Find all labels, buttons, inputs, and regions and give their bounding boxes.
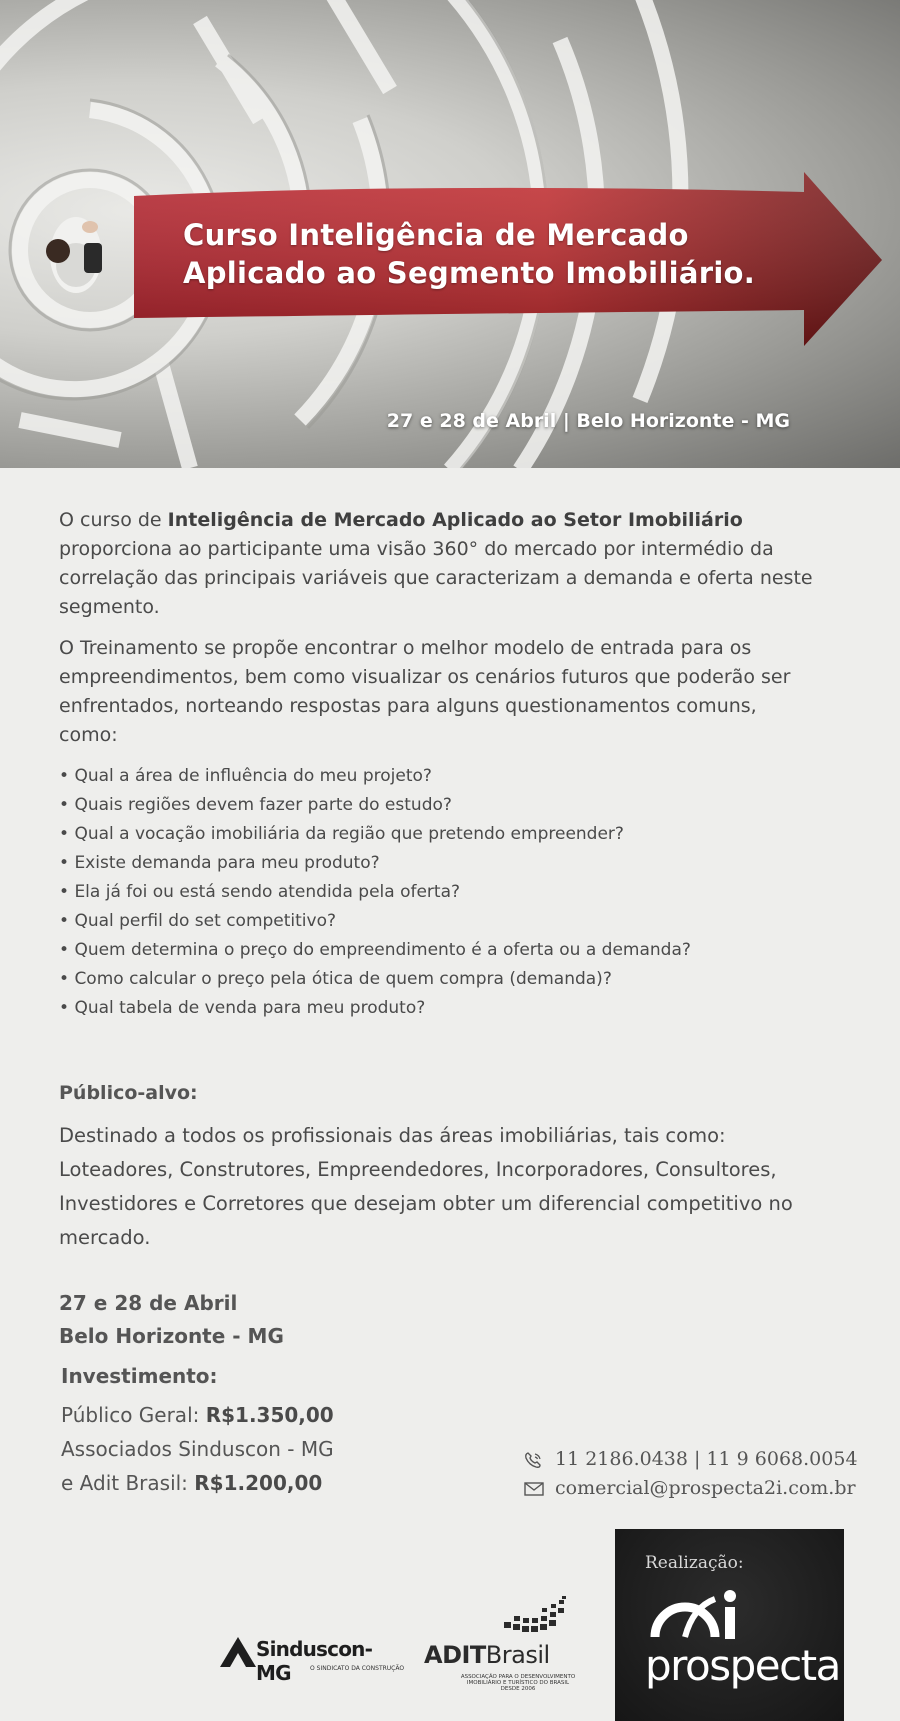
email-row: [523, 1474, 858, 1503]
realizacao-label: Realização:: [645, 1553, 744, 1573]
hero-banner: [0, 0, 900, 468]
businessman-topview-illustration: [30, 205, 114, 305]
event-dates: [59, 1287, 284, 1353]
adit-name: [424, 1641, 550, 1669]
envelope-icon: [523, 1480, 545, 1498]
publico-text: Destinado a todos os profissionais das áreas imobiliárias, tais como: Loteadores, Construtores, Empreendedores, Incorporadores, Consultores, Investidores e Corretores que desejam obter um diferencial competitivo no mercado.: [59, 1124, 793, 1249]
list-item: • Qual a área de influência do meu projeto?: [59, 762, 819, 791]
investimento-prices: [61, 1398, 334, 1500]
adit-tagline: ASSOCIAÇÃO PARA O DESENVOLVIMENTO IMOBILIÁRIO E TURÍSTICO DO BRASIL DESDE 2006: [460, 1674, 576, 1692]
prospecta-wordmark: prospecta: [645, 1641, 840, 1690]
adit-name-bold: ADIT: [424, 1641, 486, 1669]
price-associates-label: Associados Sinduscon - MG: [61, 1437, 334, 1461]
hero-date-location: 27 e 28 de Abril | Belo Horizonte - MG: [386, 410, 790, 432]
course-title-line1: Curso Inteligência de Mercado: [183, 218, 689, 252]
training-paragraph: O Treinamento se propõe encontrar o melhor modelo de entrada para os empreendimentos, bem como visualizar os cenários futuros que poderão ser enfrentados, norteando respostas para alguns questionamentos comuns, como:: [59, 637, 791, 746]
price-associates-value: R$1.200,00: [194, 1471, 323, 1495]
price-associates-label2: e Adit Brasil:: [61, 1471, 195, 1495]
contact-block: [523, 1445, 858, 1503]
main-content: [59, 506, 819, 1023]
price-associates-row: [61, 1466, 334, 1500]
list-item: • Qual perfil do set competitivo?: [59, 907, 819, 936]
intro-suffix: proporciona ao participante uma visão 360° do mercado por intermédio da correlação das principais variáveis que caracterizam a demanda e oferta neste segmento.: [59, 538, 813, 618]
list-item: • Qual tabela de venda para meu produto?: [59, 994, 819, 1023]
list-item: • Quais regiões devem fazer parte do estudo?: [59, 791, 819, 820]
course-title-line2: Aplicado ao Segmento Imobiliário.: [183, 256, 756, 290]
phone-icon: [523, 1451, 545, 1469]
price-general-label: Público Geral:: [61, 1403, 206, 1427]
adit-name-light: Brasil: [485, 1641, 550, 1669]
intro-course-name: Inteligência de Mercado Aplicado ao Setor Imobiliário: [167, 509, 743, 531]
list-item: • Existe demanda para meu produto?: [59, 849, 819, 878]
phone-row: [523, 1445, 858, 1474]
questions-list: [59, 762, 819, 1023]
list-item: • Como calcular o preço pela ótica de quem compra (demanda)?: [59, 965, 819, 994]
sinduscon-name: Sinduscon-MG: [256, 1637, 373, 1685]
publico-title: Público-alvo:: [59, 1082, 198, 1104]
event-date: 27 e 28 de Abril: [59, 1291, 238, 1315]
price-general-row: [61, 1398, 334, 1432]
course-title: [183, 216, 783, 292]
list-item: • Ela já foi ou está sendo atendida pela oferta?: [59, 878, 819, 907]
list-item: • Quem determina o preço do empreendimento é a oferta ou a demanda?: [59, 936, 819, 965]
prospecta-2i-mark: [645, 1587, 765, 1647]
phone-number[interactable]: 11 2186.0438 | 11 9 6068.0054: [555, 1448, 858, 1470]
realizacao-box: [615, 1529, 844, 1721]
sinduscon-tagline: O SINDICATO DA CONSTRUÇÃO: [310, 1665, 405, 1672]
intro-paragraph: [59, 506, 819, 622]
email-link[interactable]: comercial@prospecta2i.com.br: [555, 1477, 856, 1499]
investimento-title: Investimento:: [61, 1364, 218, 1388]
event-location: Belo Horizonte - MG: [59, 1324, 284, 1348]
price-general-value: R$1.350,00: [205, 1403, 334, 1427]
intro-prefix: O curso de: [59, 509, 168, 531]
adit-grid-icon: [502, 1596, 572, 1638]
sinduscon-triangle-icon: [218, 1635, 258, 1669]
list-item: • Qual a vocação imobiliária da região que pretendo empreender?: [59, 820, 819, 849]
